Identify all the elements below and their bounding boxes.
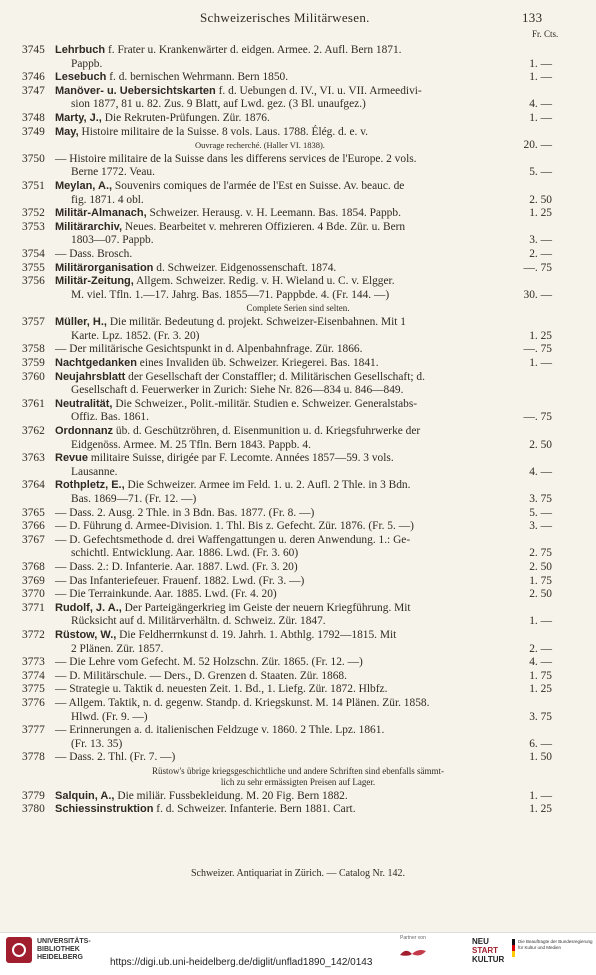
entry-title: d. Schweizer. Eidgenossenschaft. 1874. — [153, 261, 337, 274]
entry-line — [55, 71, 288, 83]
entry-description — [55, 112, 495, 126]
entry-number: 3768 — [22, 560, 45, 573]
entry-number: 3757 — [22, 316, 45, 329]
entry-continuation: Lausanne. — [71, 465, 118, 478]
entry-title: — Dass. Brosch. — [55, 247, 133, 260]
entry-price: —. 75 — [523, 261, 552, 274]
entry-line — [55, 670, 347, 682]
entry-description — [55, 262, 495, 276]
entry-title: f. Frater u. Krankenwärter d. eidgen. Armee. 2. Aufl. Bern 1871. — [105, 44, 402, 56]
entry-line — [55, 126, 368, 138]
entry-author: Lehrbuch — [55, 44, 106, 56]
entry-author: Rudolf, J. A., — [55, 601, 122, 614]
entry-title: Die miliär. Fussbekleidung. M. 20 Fig. Bern 1882. — [114, 789, 348, 802]
entry-price: 2. 75 — [529, 547, 552, 560]
entry-number: 3772 — [22, 628, 45, 641]
catalog-entry — [0, 275, 596, 302]
entry-description — [55, 656, 495, 670]
catalog-entry — [0, 697, 596, 724]
entry-line — [55, 561, 298, 573]
viewer-footer — [0, 932, 596, 975]
entry-description — [55, 357, 495, 371]
entry-number: 3752 — [22, 207, 45, 220]
federal-government-logo[interactable]: Die Beauftragte der Bundesregierung für Kultur und Medien — [512, 939, 594, 957]
entry-description — [55, 398, 495, 425]
catalog-entry — [0, 452, 596, 479]
entry-number: 3780 — [22, 803, 45, 816]
entry-note: Ouvrage recherché. (Haller VI. 1838). — [195, 140, 325, 151]
entry-number: 3776 — [22, 696, 45, 709]
entry-number: 3753 — [22, 220, 45, 233]
library-seal-icon — [6, 937, 32, 963]
section-note: Complete Serien sind selten. — [246, 303, 350, 314]
entry-author: Schiessinstruktion — [55, 803, 154, 816]
entry-number: 3749 — [22, 125, 45, 138]
entry-description — [55, 670, 495, 684]
entry-continuation: Berne 1772. Veau. — [71, 166, 155, 179]
entry-title: eines Invaliden üb. Schweizer. Kriegerei. Bas. 1841. — [136, 357, 379, 370]
entry-description — [55, 629, 495, 656]
entry-line — [55, 507, 314, 519]
entry-description — [55, 697, 495, 724]
entry-line — [55, 262, 336, 274]
entry-title: — Die Terrainkunde. Aar. 1885. Lwd. (Fr. 4. 20) — [55, 588, 277, 601]
entry-line — [55, 44, 402, 56]
entry-continuation: 1803—07. Pappb. — [71, 234, 154, 247]
entry-continuation: Bas. 1869—71. (Fr. 12. —) — [71, 493, 197, 505]
entry-price: 2. — — [529, 642, 552, 655]
page-title: Schweizerisches Militärwesen. — [200, 10, 370, 25]
entry-number: 3774 — [22, 669, 45, 682]
entry-description — [55, 575, 495, 589]
entry-author: Militär-Almanach, — [55, 207, 147, 220]
entry-author: Militärarchiv, — [55, 220, 123, 233]
catalog-entry — [0, 479, 596, 506]
entry-title: f. d. Schweizer. Infanterie. Bern 1881. Cart. — [153, 803, 356, 816]
entry-author: Marty, J., — [55, 111, 102, 124]
entry-number: 3767 — [22, 533, 45, 546]
entry-author: Salquin, A., — [55, 789, 115, 802]
entry-line — [55, 357, 379, 369]
entry-author: Müller, H., — [55, 316, 107, 329]
catalog-entry — [0, 153, 596, 180]
entry-number: 3754 — [22, 247, 45, 260]
entry-number: 3762 — [22, 425, 45, 438]
entry-number: 3769 — [22, 574, 45, 587]
entry-line — [55, 534, 410, 546]
entry-description — [55, 275, 495, 302]
entry-line — [55, 371, 425, 383]
entry-line — [55, 683, 387, 695]
entry-price: 2. 50 — [529, 588, 552, 601]
entry-price: 1. — — [529, 111, 552, 124]
catalog-entry — [0, 803, 596, 817]
entry-number: 3746 — [22, 71, 45, 84]
library-name: UNIVERSITÄTS- BIBLIOTHEK HEIDELBERG — [37, 938, 91, 961]
entry-description — [55, 534, 495, 561]
catalog-entry — [0, 425, 596, 452]
entry-line — [55, 398, 417, 410]
entry-line — [55, 697, 429, 709]
entry-number: 3745 — [22, 44, 45, 56]
neustart-kultur-logo[interactable]: NEU START KULTUR — [472, 937, 505, 964]
catalog-entry — [0, 316, 596, 343]
entry-line — [55, 751, 175, 763]
catalog-entry — [0, 588, 596, 602]
entry-number: 3760 — [22, 370, 45, 383]
catalog-entry — [0, 126, 596, 153]
entry-price: 30. — — [523, 288, 552, 301]
entry-line — [55, 221, 405, 233]
entry-line — [55, 588, 277, 600]
entry-title: — Dass. 2. Ausg. 2 Thle. in 3 Bdn. Bas. 1877. (Fr. 8. —) — [55, 506, 315, 519]
entry-continuation: 2 Plänen. Zür. 1857. — [71, 642, 164, 655]
entry-number: 3766 — [22, 520, 45, 533]
entry-number: 3765 — [22, 506, 45, 519]
partner-label: Partner von — [400, 935, 426, 941]
entry-line — [55, 790, 348, 802]
entry-number: 3759 — [22, 357, 45, 370]
catalog-entries — [0, 44, 596, 817]
entry-description — [55, 425, 495, 452]
entry-title: f. d. Uebungen d. IV., VI. u. VII. Armeedivi- — [215, 84, 422, 97]
entry-price: 1. — — [529, 357, 552, 370]
catalog-entry — [0, 44, 596, 71]
entry-price: 4. — — [529, 465, 552, 478]
entry-price: 1. 25 — [529, 683, 552, 696]
entry-author: Manöver- u. Uebersichtskarten — [55, 84, 216, 97]
entry-description — [55, 343, 495, 357]
entry-price: 3. 75 — [529, 710, 552, 723]
entry-price: 2. — — [529, 247, 552, 260]
entry-title: Neues. Bearbeitet v. mehreren Offizieren. 4 Bde. Zür. u. Bern — [122, 220, 406, 233]
entry-title: — Der militärische Gesichtspunkt in d. Alpenbahnfrage. Zür. 1866. — [55, 343, 363, 356]
entry-price: —. 75 — [523, 343, 552, 356]
entry-description — [55, 602, 495, 629]
entry-line — [55, 575, 304, 587]
entry-description — [55, 520, 495, 534]
catalog-entry — [0, 520, 596, 534]
catalog-entry — [0, 790, 596, 804]
entry-number: 3761 — [22, 397, 45, 410]
catalog-entry — [0, 248, 596, 262]
entry-line — [55, 153, 417, 165]
entry-author: Militär-Zeitung, — [55, 275, 134, 288]
catalog-entry — [0, 112, 596, 126]
entry-line — [55, 479, 410, 491]
catalog-entry — [0, 724, 596, 751]
entry-description — [55, 207, 495, 221]
entry-price: 3. — — [529, 234, 552, 247]
catalog-entry — [0, 85, 596, 112]
entry-price: 1. — — [529, 789, 552, 802]
entry-description — [55, 248, 495, 262]
entry-line — [55, 602, 411, 614]
catalog-entry — [0, 357, 596, 371]
entry-price: 6. — — [529, 737, 552, 750]
entry-line — [55, 520, 414, 532]
entry-title: — D. Führung d. Armee-Division. 1. Thl. Bis z. Gefecht. Zür. 1876. (Fr. 5. —) — [55, 520, 414, 533]
entry-title: Die Schweizer. Armee im Feld. 1. u. 2. Aufl. 2 Thle. in 3 Bdn. — [124, 479, 411, 492]
entry-continuation: fig. 1871. 4 obl. — [71, 193, 144, 206]
entry-author: Meylan, A., — [55, 179, 113, 192]
entry-price: —. 75 — [523, 411, 552, 424]
entry-author: Revue — [55, 452, 89, 465]
entry-number: 3748 — [22, 111, 45, 124]
catalog-entry — [0, 670, 596, 684]
catalog-entry — [0, 221, 596, 248]
entry-number: 3773 — [22, 656, 45, 669]
catalog-entry — [0, 180, 596, 207]
entry-title: Die Feldherrnkunst d. 19. Jahrh. 1. Abthlg. 1792—1815. Mit — [116, 628, 397, 641]
entry-title: f. d. bernischen Wehrmann. Bern 1850. — [106, 71, 289, 84]
entry-title: — Dass. 2. Thl. (Fr. 7. —) — [55, 751, 176, 764]
entry-number: 3770 — [22, 588, 45, 601]
entry-continuation: Hlwd. (Fr. 9. —) — [71, 710, 148, 723]
entry-price: 1. — — [529, 57, 552, 70]
entry-title: Die Schweizer., Polit.-militär. Studien e. Schweizer. Generalstabs- — [112, 397, 418, 410]
entry-line — [55, 248, 132, 260]
entry-line — [55, 112, 270, 124]
entry-price: 1. 75 — [529, 574, 552, 587]
entry-description — [55, 507, 495, 521]
entry-author: Neujahrsblatt — [55, 370, 126, 383]
entry-title: Souvenirs comiques de l'armée de l'Est en Suisse. Av. beauc. de — [112, 179, 405, 192]
entry-price: 1. — — [529, 615, 552, 628]
entry-line — [55, 316, 406, 328]
german-flag-icon — [512, 939, 515, 957]
entry-line — [55, 452, 394, 464]
entry-line — [55, 724, 384, 736]
entry-number: 3755 — [22, 261, 45, 274]
catalog-footer-line: Schweizer. Antiquariat in Zürich. — Catalog Nr. 142. — [190, 868, 406, 879]
entry-continuation: M. viel. Tfln. 1.—17. Jahrg. Bas. 1855—71. Pappbde. 4. (Fr. 144. —) — [71, 288, 390, 301]
entry-author: Rothpletz, E., — [55, 479, 125, 492]
entry-line — [55, 207, 401, 219]
entry-line — [55, 343, 362, 355]
entry-title: — D. Militärschule. — Ders., D. Grenzen d. Staaten. Zür. 1868. — [55, 669, 347, 682]
entry-continuation: (Fr. 13. 35) — [71, 737, 123, 750]
entry-price: 1. 25 — [529, 329, 552, 342]
page-number: 133 — [522, 10, 543, 25]
catalog-entry — [0, 398, 596, 425]
catalog-entry — [0, 371, 596, 398]
entry-title: Allgem. Schweizer. Redig. v. H. Wieland u. C. v. Elgger. — [133, 275, 395, 288]
entry-price: 3. — — [529, 520, 552, 533]
entry-price: 1. 25 — [529, 207, 552, 220]
entry-number: 3763 — [22, 452, 45, 465]
entry-price: 2. 50 — [529, 438, 552, 451]
entry-author: Militärorganisation — [55, 261, 154, 274]
catalog-entry — [0, 656, 596, 670]
catalog-entry — [0, 534, 596, 561]
entry-description — [55, 71, 495, 85]
entry-price: 3. 75 — [529, 493, 552, 505]
entry-description — [55, 724, 495, 751]
entry-continuation: Rücksicht auf d. Militärverhältn. d. Schweiz. Zür. 1847. — [71, 615, 326, 628]
catalog-entry — [0, 629, 596, 656]
catalog-entry — [0, 751, 596, 765]
entry-description — [55, 221, 495, 248]
price-column-heading: Fr. Cts. — [532, 29, 559, 39]
entry-title: — Erinnerungen a. d. italienischen Feldzuge v. 1860. 2 Thle. Lpz. 1861. — [55, 724, 385, 737]
entry-description — [55, 371, 495, 398]
entry-description — [55, 479, 495, 506]
entry-number: 3764 — [22, 479, 45, 492]
catalog-entry — [0, 683, 596, 697]
entry-price: 1. 50 — [529, 751, 552, 764]
entry-description — [55, 751, 495, 765]
entry-description — [55, 588, 495, 602]
entry-line — [55, 180, 404, 192]
entry-title: — Dass. 2.: D. Infanterie. Aar. 1887. Lwd. (Fr. 3. 20) — [55, 560, 298, 573]
catalog-entry — [0, 71, 596, 85]
catalog-entry — [0, 207, 596, 221]
entry-price: 1. — — [529, 71, 552, 84]
entry-description — [55, 126, 495, 153]
partner-birds-logo[interactable] — [398, 945, 428, 961]
entry-number: 3775 — [22, 683, 45, 696]
entry-price: 2. 50 — [529, 560, 552, 573]
entry-continuation: Karte. Lpz. 1852. (Fr. 3. 20) — [71, 329, 200, 342]
entry-description — [55, 153, 495, 180]
entry-title: militaire Suisse, dirigée par F. Lecomte. Années 1857—59. 3 vols. — [88, 452, 394, 465]
catalog-entry — [0, 561, 596, 575]
entry-title: — Allgem. Taktik, n. d. gegenw. Standp. d. Kriegskunst. M. 14 Plänen. Zür. 1858. — [55, 696, 430, 709]
entry-price: 4. — — [529, 98, 552, 111]
entry-number: 3777 — [22, 724, 45, 737]
entry-description — [55, 683, 495, 697]
entry-number: 3750 — [22, 152, 45, 165]
entry-title: der Gesellschaft der Constaffler; d. Militärischen Gesellschaft; d. — [125, 370, 425, 383]
entry-title: Schweizer. Herausg. v. H. Leemann. Bas. 1854. Pappb. — [146, 207, 401, 220]
catalog-entry — [0, 602, 596, 629]
university-library-logo[interactable] — [6, 937, 91, 963]
entry-description — [55, 790, 495, 804]
entry-title: — Strategie u. Taktik d. neuesten Zeit. 1. Bd., 1. Liefg. Zür. 1872. Hlbfz. — [55, 683, 388, 696]
entry-title: Die militär. Bedeutung d. projekt. Schweizer-Eisenbahnen. Mit 1 — [106, 316, 406, 329]
entry-title: — Histoire militaire de la Suisse dans les differens services de l'Europe. 2 vols. — [55, 152, 417, 165]
permalink[interactable]: https://digi.ub.uni-heidelberg.de/diglit/unflad1890_142/0143 — [110, 957, 373, 968]
catalog-entry — [0, 507, 596, 521]
entry-continuation: Eidgenöss. Armee. M. 25 Tfln. Bern 1843. Pappb. 4. — [71, 438, 311, 451]
entry-number: 3771 — [22, 601, 45, 614]
entry-price: 1. 75 — [529, 669, 552, 682]
entry-title: — Das Infanteriefeuer. Frauenf. 1882. Lwd. (Fr. 3. —) — [55, 574, 305, 587]
entry-continuation: schichtl. Entwicklung. Aar. 1886. Lwd. (Fr. 3. 60) — [71, 547, 299, 560]
entry-author: Ordonnanz — [55, 425, 114, 438]
entry-number: 3751 — [22, 179, 45, 192]
section-note: Rüstow's übrige kriegsgeschichtliche und andere Schriften sind ebenfalls sämmt- lich zu sehr ermässigten Preisen auf Lager. — [151, 765, 445, 787]
entry-description — [55, 85, 495, 112]
entry-author: Lesebuch — [55, 71, 107, 84]
entry-author: Nachtgedanken — [55, 357, 137, 370]
entry-price: 5. — — [529, 506, 552, 519]
catalog-entry — [0, 575, 596, 589]
entry-line — [55, 85, 422, 97]
entry-price: 4. — — [529, 656, 552, 669]
entry-continuation: sion 1877, 81 u. 82. Zus. 9 Blatt, auf Lwd. gez. (3 Bl. unaufgez.) — [71, 98, 366, 111]
entry-price: 5. — — [529, 166, 552, 179]
entry-number: 3758 — [22, 343, 45, 356]
entry-continuation: Gesellschaft d. Feuerwerker in Zurich: Siehe Nr. 826—834 u. 846—849. — [71, 384, 404, 397]
entry-title: üb. d. Geschützröhren, d. Eisenmunition u. d. Kriegsfuhrwerke der — [113, 425, 421, 438]
entry-number: 3779 — [22, 789, 45, 802]
entry-price: 20. — — [523, 139, 552, 152]
entry-line — [55, 656, 363, 668]
entry-title: — Die Lehre vom Gefecht. M. 52 Holzschn. Zür. 1865. (Fr. 12. —) — [55, 656, 363, 669]
entry-number: 3747 — [22, 84, 45, 97]
entry-line — [55, 275, 395, 287]
entry-continuation: Pappb. — [71, 57, 103, 70]
entry-price: 1. 25 — [529, 803, 552, 816]
entry-line — [55, 425, 420, 437]
entry-author: Neutralität, — [55, 397, 113, 410]
catalog-entry — [0, 262, 596, 276]
catalog-entry — [0, 343, 596, 357]
entry-author: Rüstow, W., — [55, 628, 117, 641]
entry-price: 2. 50 — [529, 193, 552, 206]
entry-number: 3778 — [22, 751, 45, 764]
entry-continuation: Offiz. Bas. 1861. — [71, 411, 149, 424]
entry-description — [55, 316, 495, 343]
entry-description — [55, 44, 495, 71]
entry-line — [55, 803, 356, 815]
entry-description — [55, 561, 495, 575]
entry-title: Die Rekruten-Prüfungen. Zür. 1876. — [101, 111, 270, 124]
entry-author: May, — [55, 125, 79, 138]
entry-title: — D. Gefechtsmethode d. drei Waffengattungen u. deren Anwendung. 1.: Ge- — [55, 533, 411, 546]
entry-description — [55, 803, 495, 817]
entry-number: 3756 — [22, 275, 45, 288]
entry-line — [55, 629, 396, 641]
entry-title: Histoire militaire de la Suisse. 8 vols. Laus. 1788. Élég. d. e. v. — [78, 125, 368, 138]
entry-description — [55, 180, 495, 207]
entry-description — [55, 452, 495, 479]
entry-title: Der Parteigängerkrieg im Geiste der neuern Kriegführung. Mit — [121, 601, 411, 614]
